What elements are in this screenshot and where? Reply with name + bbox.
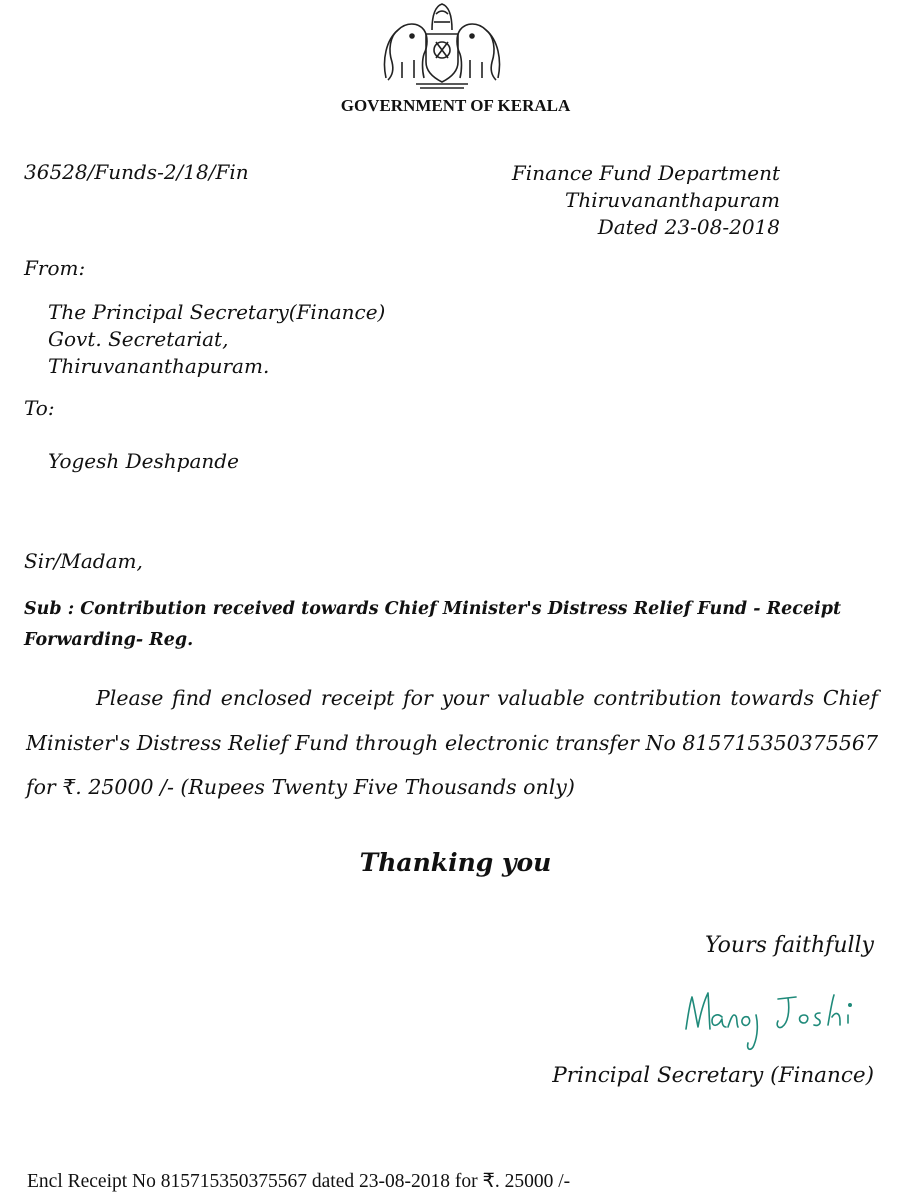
- from-line: Govt. Secretariat,: [48, 327, 229, 351]
- from-line: The Principal Secretary(Finance): [48, 300, 386, 324]
- reference-number: 36528/Funds-2/18/Fin: [24, 160, 249, 184]
- department-name: Finance Fund Department: [511, 161, 780, 185]
- yours-faithfully: Yours faithfully: [705, 933, 874, 958]
- from-line: Thiruvananthapuram.: [48, 354, 270, 378]
- department-block: [512, 160, 780, 241]
- from-label: From:: [24, 256, 86, 280]
- thanking-you: Thanking you: [359, 848, 552, 877]
- subject-line: Sub : Contribution received towards Chief Minister's Distress Relief Fund - Receipt Forwarding- Reg.: [24, 599, 842, 650]
- enclosure-line: Encl Receipt No 815715350375567 dated 23-08-2018 for ₹. 25000 /-: [27, 1171, 571, 1192]
- signature: [678, 983, 878, 1055]
- page-title: GOVERNMENT OF KERALA: [340, 96, 571, 115]
- recipient-name: Yogesh Deshpande: [48, 449, 239, 473]
- signatory-designation: Principal Secretary (Finance): [552, 1063, 874, 1088]
- to-label: To:: [24, 396, 55, 420]
- body-paragraph: Please find enclosed receipt for your valuable contribution towards Chief Minister's Distress Relief Fund through electronic transfer No 815715350375567 for ₹. 25000 /- (Rupees Twenty Five Thousands only): [26, 686, 878, 799]
- department-city: Thiruvananthapuram: [565, 188, 780, 212]
- kerala-state-emblem-icon: [376, 0, 508, 92]
- letter-date: Dated 23-08-2018: [597, 215, 780, 239]
- salutation: Sir/Madam,: [24, 549, 143, 573]
- from-address: [48, 299, 385, 380]
